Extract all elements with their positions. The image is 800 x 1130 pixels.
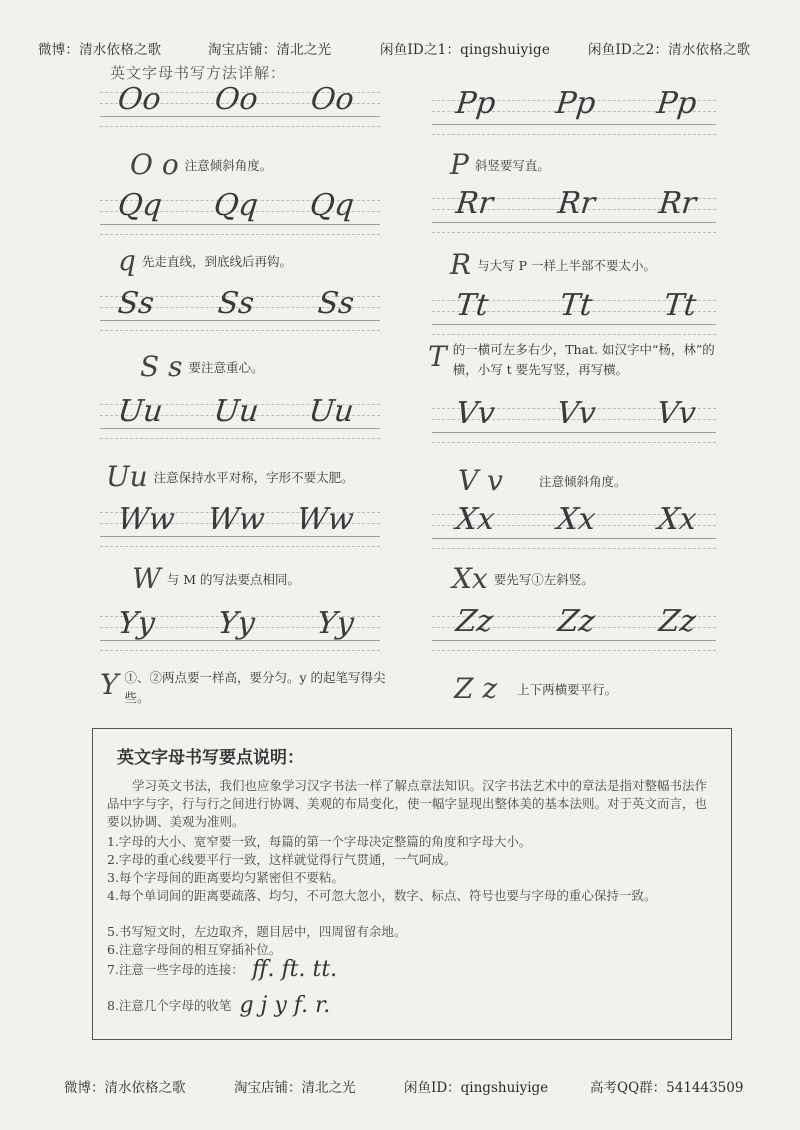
note-rr — [450, 248, 656, 281]
practice-letter: Pp — [454, 86, 498, 121]
practice-letter: Tt — [454, 288, 490, 323]
note-tt — [428, 340, 728, 380]
header-xianyu-1: 闲鱼ID之1：qingshuiyige — [380, 42, 551, 58]
tip-item-7 — [107, 957, 719, 982]
practice-letter: Ss — [216, 286, 256, 321]
note-text: 注意倾斜角度。 — [538, 473, 627, 489]
practice-letter: Tt — [558, 288, 594, 323]
practice-letter: Rr — [555, 186, 597, 221]
note-text: ①、②两点要一样高，要分匀。y 的起笔写得尖些。 — [124, 670, 386, 705]
practice-row-ss — [118, 286, 354, 321]
note-text: 先走直线，到底线后再钩。 — [141, 253, 292, 269]
note-text: 注意保持水平对称，字形不要太肥。 — [153, 469, 354, 485]
tip-text: 7.注意一些字母的连接： — [107, 962, 244, 977]
note-zz — [454, 672, 617, 705]
footer-xianyu: 闲鱼ID：qingshuiyige — [404, 1080, 549, 1096]
practice-row-yy — [118, 606, 354, 641]
page-title: 英文字母书写方法详解： — [110, 64, 287, 82]
example-glyph: V v — [458, 464, 503, 497]
practice-letter: Ww — [295, 502, 356, 537]
practice-letter: Ww — [116, 502, 177, 537]
practice-row-ww — [118, 502, 354, 537]
practice-letter: Pp — [654, 86, 698, 121]
practice-letter: Oo — [116, 82, 163, 117]
tip-item: 5.书写短文时，左边取齐，题目居中，四周留有余地。 — [107, 924, 407, 939]
example-connections: ff. ft. tt. — [251, 957, 338, 982]
practice-letter: Pp — [554, 86, 598, 121]
practice-row-qq — [118, 188, 354, 223]
note-text: 与 M 的写法要点相同。 — [166, 571, 301, 587]
example-glyph: O o — [130, 148, 179, 181]
practice-row-oo — [118, 82, 354, 117]
note-uu — [106, 460, 354, 493]
practice-letter: Oo — [309, 82, 356, 117]
footer-taobao: 淘宝店铺：清北之光 — [234, 1080, 356, 1096]
example-glyph: Y — [100, 668, 119, 701]
tips-heading: 英文字母书写要点说明： — [117, 748, 304, 768]
practice-letter: Tt — [662, 288, 698, 323]
practice-row-xx — [456, 502, 696, 537]
note-ww — [132, 562, 300, 595]
practice-row-rr — [456, 186, 696, 221]
tip-item: 6.注意字母间的相互穿插补位。 — [107, 942, 282, 957]
practice-letter: Ss — [116, 286, 156, 321]
practice-row-tt — [456, 288, 696, 323]
practice-letter: Xx — [555, 502, 597, 537]
practice-letter: Rr — [657, 186, 698, 221]
note-ss — [140, 350, 263, 383]
practice-letter: Qq — [116, 188, 164, 223]
practice-letter: Zz — [555, 604, 597, 639]
note-qq — [118, 244, 292, 277]
note-text: 要先写①左斜竖。 — [493, 571, 594, 587]
practice-letter: Vv — [554, 396, 598, 431]
example-endings: g j y f. r. — [239, 993, 331, 1018]
header-xianyu-2: 闲鱼ID之2：清水依格之歌 — [588, 42, 751, 58]
note-pp — [450, 148, 550, 181]
example-glyph: Uu — [106, 460, 148, 493]
note-text: 上下两横要平行。 — [517, 681, 618, 697]
example-glyph: q — [118, 244, 136, 277]
practice-letter: Yy — [315, 606, 356, 641]
note-xx — [452, 562, 594, 595]
tips-intro: 学习英文书法，我们也应象学习汉字书法一样了解点章法知识。汉字书法艺术中的章法是指对整幅书法作品中字与字，行与行之间进行协调、美观的布局变化，使一幅字显现出整体美的基本法则。对于英文而言，也要以协调、美观为准则。 — [107, 778, 708, 829]
note-yy — [100, 668, 390, 708]
tip-item: 4.每个单词间的距离要疏落、均匀，不可忽大忽小，数字、标点、符号也要与字母的重心保持一致。 — [107, 888, 657, 903]
tip-item-8 — [107, 993, 719, 1018]
note-text: 斜竖要写直。 — [474, 157, 550, 173]
practice-row-pp — [456, 86, 696, 121]
note-vv — [458, 464, 626, 497]
tip-item: 3.每个字母间的距离要均匀紧密但不要粘。 — [107, 870, 344, 885]
footer-qq: 高考QQ群：541443509 — [590, 1080, 744, 1096]
practice-letter: Ss — [316, 286, 356, 321]
practice-letter: Uu — [211, 394, 261, 429]
writing-tips-box — [92, 728, 732, 1040]
example-glyph: Xx — [452, 562, 488, 595]
footer-weibo: 微博：清水依格之歌 — [64, 1080, 186, 1096]
practice-letter: Yy — [116, 606, 157, 641]
tip-item: 2.字母的重心线要平行一致，这样就觉得行气贯通，一气呵成。 — [107, 852, 457, 867]
practice-letter: Xx — [655, 502, 698, 537]
practice-row-vv — [456, 396, 696, 431]
note-text: 的一横可左多右少，That. 如汉字中“杨，林”的横，小写 t 要先写竖，再写横。 — [452, 342, 715, 377]
example-glyph: T — [428, 340, 447, 373]
practice-letter: Vv — [454, 396, 497, 431]
example-glyph: Z z — [454, 672, 498, 705]
example-glyph: W — [132, 562, 161, 595]
note-text: 注意倾斜角度。 — [184, 157, 273, 173]
practice-letter: Zz — [454, 604, 495, 639]
note-text: 要注意重心。 — [188, 359, 264, 375]
practice-letter: Qq — [308, 188, 356, 223]
tip-item: 1.字母的大小、宽窄要一致，每篇的第一个字母决定整篇的角度和字母大小。 — [107, 834, 532, 849]
note-text: 与大写 P 一样上半部不要太小。 — [477, 257, 656, 273]
practice-letter: Uu — [307, 394, 356, 429]
practice-letter: Qq — [212, 188, 260, 223]
practice-letter: Uu — [116, 394, 165, 429]
practice-letter: Rr — [454, 186, 495, 221]
header-weibo: 微博：清水依格之歌 — [38, 42, 162, 58]
practice-letter: Xx — [454, 502, 497, 537]
example-glyph: P — [450, 148, 469, 181]
header-taobao: 淘宝店铺：清北之光 — [208, 42, 332, 58]
practice-letter: Vv — [655, 396, 698, 431]
practice-letter: Oo — [212, 82, 260, 117]
tip-text: 8.注意几个字母的收笔 — [107, 998, 232, 1013]
practice-letter: Ww — [205, 502, 267, 537]
practice-row-zz — [456, 604, 696, 639]
example-glyph: R — [450, 248, 472, 281]
practice-letter: Zz — [657, 604, 698, 639]
example-glyph: S s — [140, 350, 183, 383]
note-oo — [130, 148, 272, 181]
practice-letter: Yy — [215, 606, 257, 641]
practice-row-uu — [118, 394, 354, 429]
